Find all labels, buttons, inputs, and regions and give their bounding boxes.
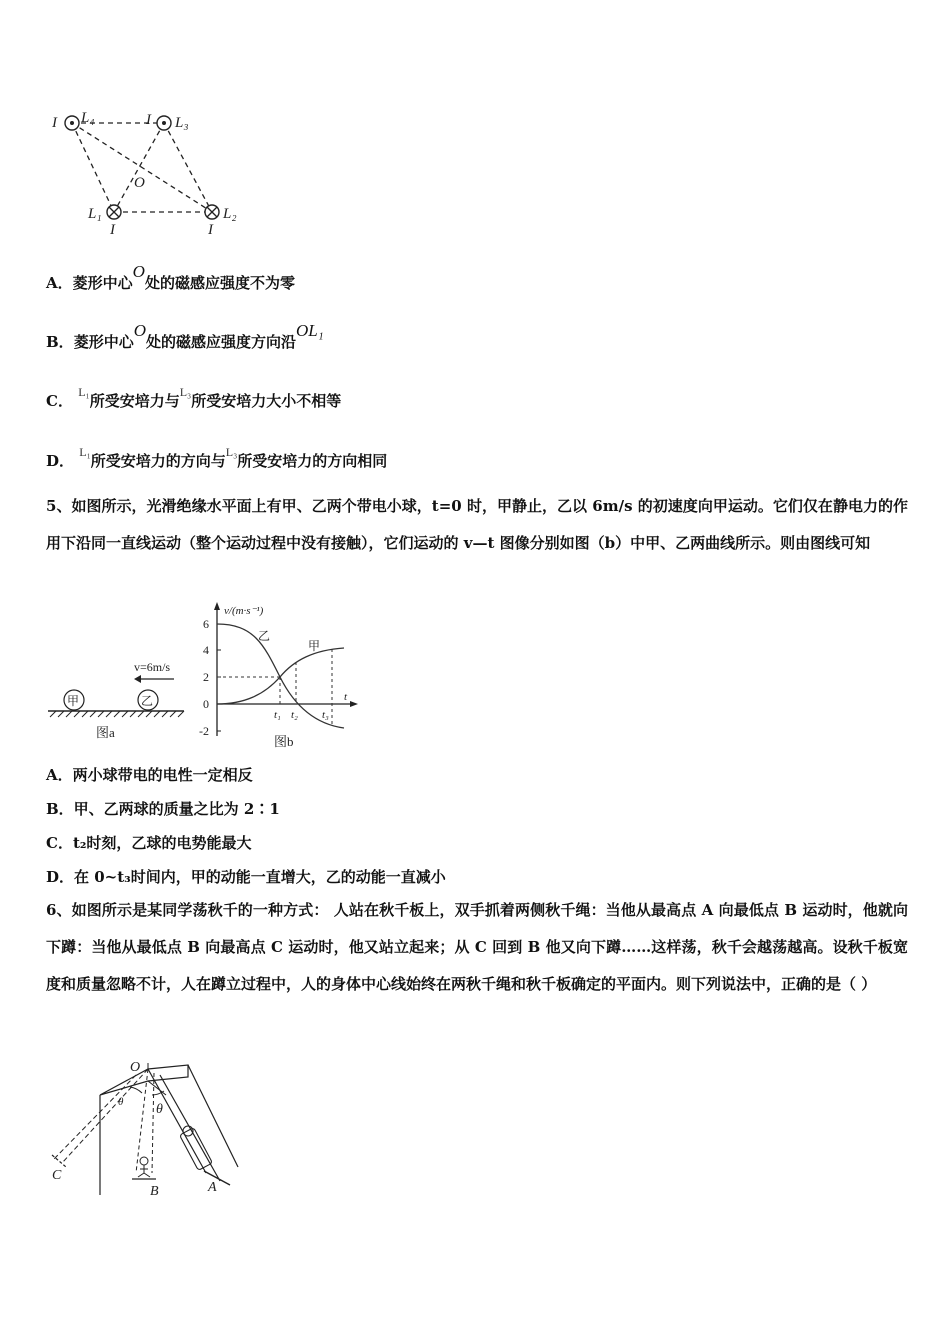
ball-yi-label: 乙 — [141, 694, 154, 708]
t3-label: t₃ — [322, 709, 329, 721]
ytick-6: 6 — [203, 617, 209, 631]
rhombus-current-figure — [48, 100, 258, 240]
label-L4: L₄ — [81, 110, 95, 126]
ytick-4: 4 — [203, 643, 209, 657]
swing-figure — [48, 1055, 248, 1200]
label-O: O — [134, 175, 145, 191]
vt-ylabel: v/(m·s⁻¹) — [224, 605, 264, 617]
q5-option-c[interactable]: C．t₂时刻，乙球的电势能最大 — [46, 834, 252, 852]
theta-right-label: θ — [156, 1102, 163, 1117]
q4-option-d[interactable]: D． $^{L_1}$所受安培力的方向与$^{L_3}$所受安培力的方向相同 — [46, 445, 388, 470]
q5-option-d[interactable]: D．在 0~t₃时间内，甲的动能一直增大，乙的动能一直减小 — [46, 868, 446, 886]
velocity-label: v=6m/s — [134, 660, 171, 674]
point-O-label: O — [130, 1060, 141, 1075]
curve-jia-label: 甲 — [308, 639, 321, 653]
label-L1: L₁ — [88, 206, 102, 222]
label-L3: L₃ — [175, 115, 189, 131]
q4-option-b[interactable]: B．菱形中心O处的磁感应强度方向沿OL₁ — [46, 321, 324, 351]
q5-figure-b-vt-graph — [194, 600, 364, 748]
ytick-2: 2 — [203, 670, 209, 684]
figure-b-caption: 图b — [274, 734, 294, 748]
q5-figure-a — [44, 655, 192, 745]
q4-option-a[interactable]: A．菱形中心O处的磁感应强度不为零 — [46, 262, 295, 292]
t2-label: t₂ — [291, 709, 298, 721]
label-L2: L₂ — [223, 206, 237, 222]
theta-left-label: θ — [118, 1096, 124, 1108]
figure-a-caption: 图a — [96, 725, 115, 740]
label-I-L2: I — [208, 222, 213, 238]
curve-yi-label: 乙 — [258, 629, 271, 643]
point-B-label: B — [150, 1184, 159, 1199]
ball-jia-label: 甲 — [67, 694, 80, 708]
t1-label: t₁ — [274, 709, 281, 721]
t-axis-label: t — [344, 691, 348, 703]
q4-option-c[interactable]: C． $^{L_1}$所受安培力与$^{L_3}$所受安培力大小不相等 — [46, 385, 342, 410]
point-A-label: A — [208, 1180, 217, 1195]
label-I-L1: I — [110, 222, 115, 238]
q5-option-a[interactable]: A．两小球带电的电性一定相反 — [46, 766, 253, 784]
q5-option-b[interactable]: B．甲、乙两球的质量之比为 2∶1 — [46, 800, 280, 818]
q5-stem: 5、如图所示，光滑绝缘水平面上有甲、乙两个带电小球，t=0 时，甲静止，乙以 6m/s 的初速度向甲运动。它们仅在静电力的作用下沿同一直线运动（整个运动过程中没有接触），它们运动的 v—t 图像分别如图（b）中甲、乙两曲线所示。则由图线可知 — [46, 497, 908, 552]
q6-stem: 6、如图所示是某同学荡秋千的一种方式： 人站在秋千板上，双手抓着两侧秋千绳：当他从最高点 A 向最低点 B 运动时，他就向下蹲：当他从最低点 B 向最高点 C 运动时，他又站立起来；从 C 回到 B 他又向下蹲……这样荡，秋千会越荡越高。设秋千板宽度和质量忽略不计，人在蹲立过程中，人的身体中心线始终在两秋千绳和秋千板确定的平面内。则下列说法中，正确的是（ ） — [46, 901, 908, 993]
label-I-L3: I — [146, 112, 151, 128]
ytick-0: 0 — [203, 697, 209, 711]
point-C-label: C — [52, 1168, 62, 1183]
label-I-L4: I — [52, 115, 57, 131]
ytick-neg2: -2 — [199, 724, 209, 738]
